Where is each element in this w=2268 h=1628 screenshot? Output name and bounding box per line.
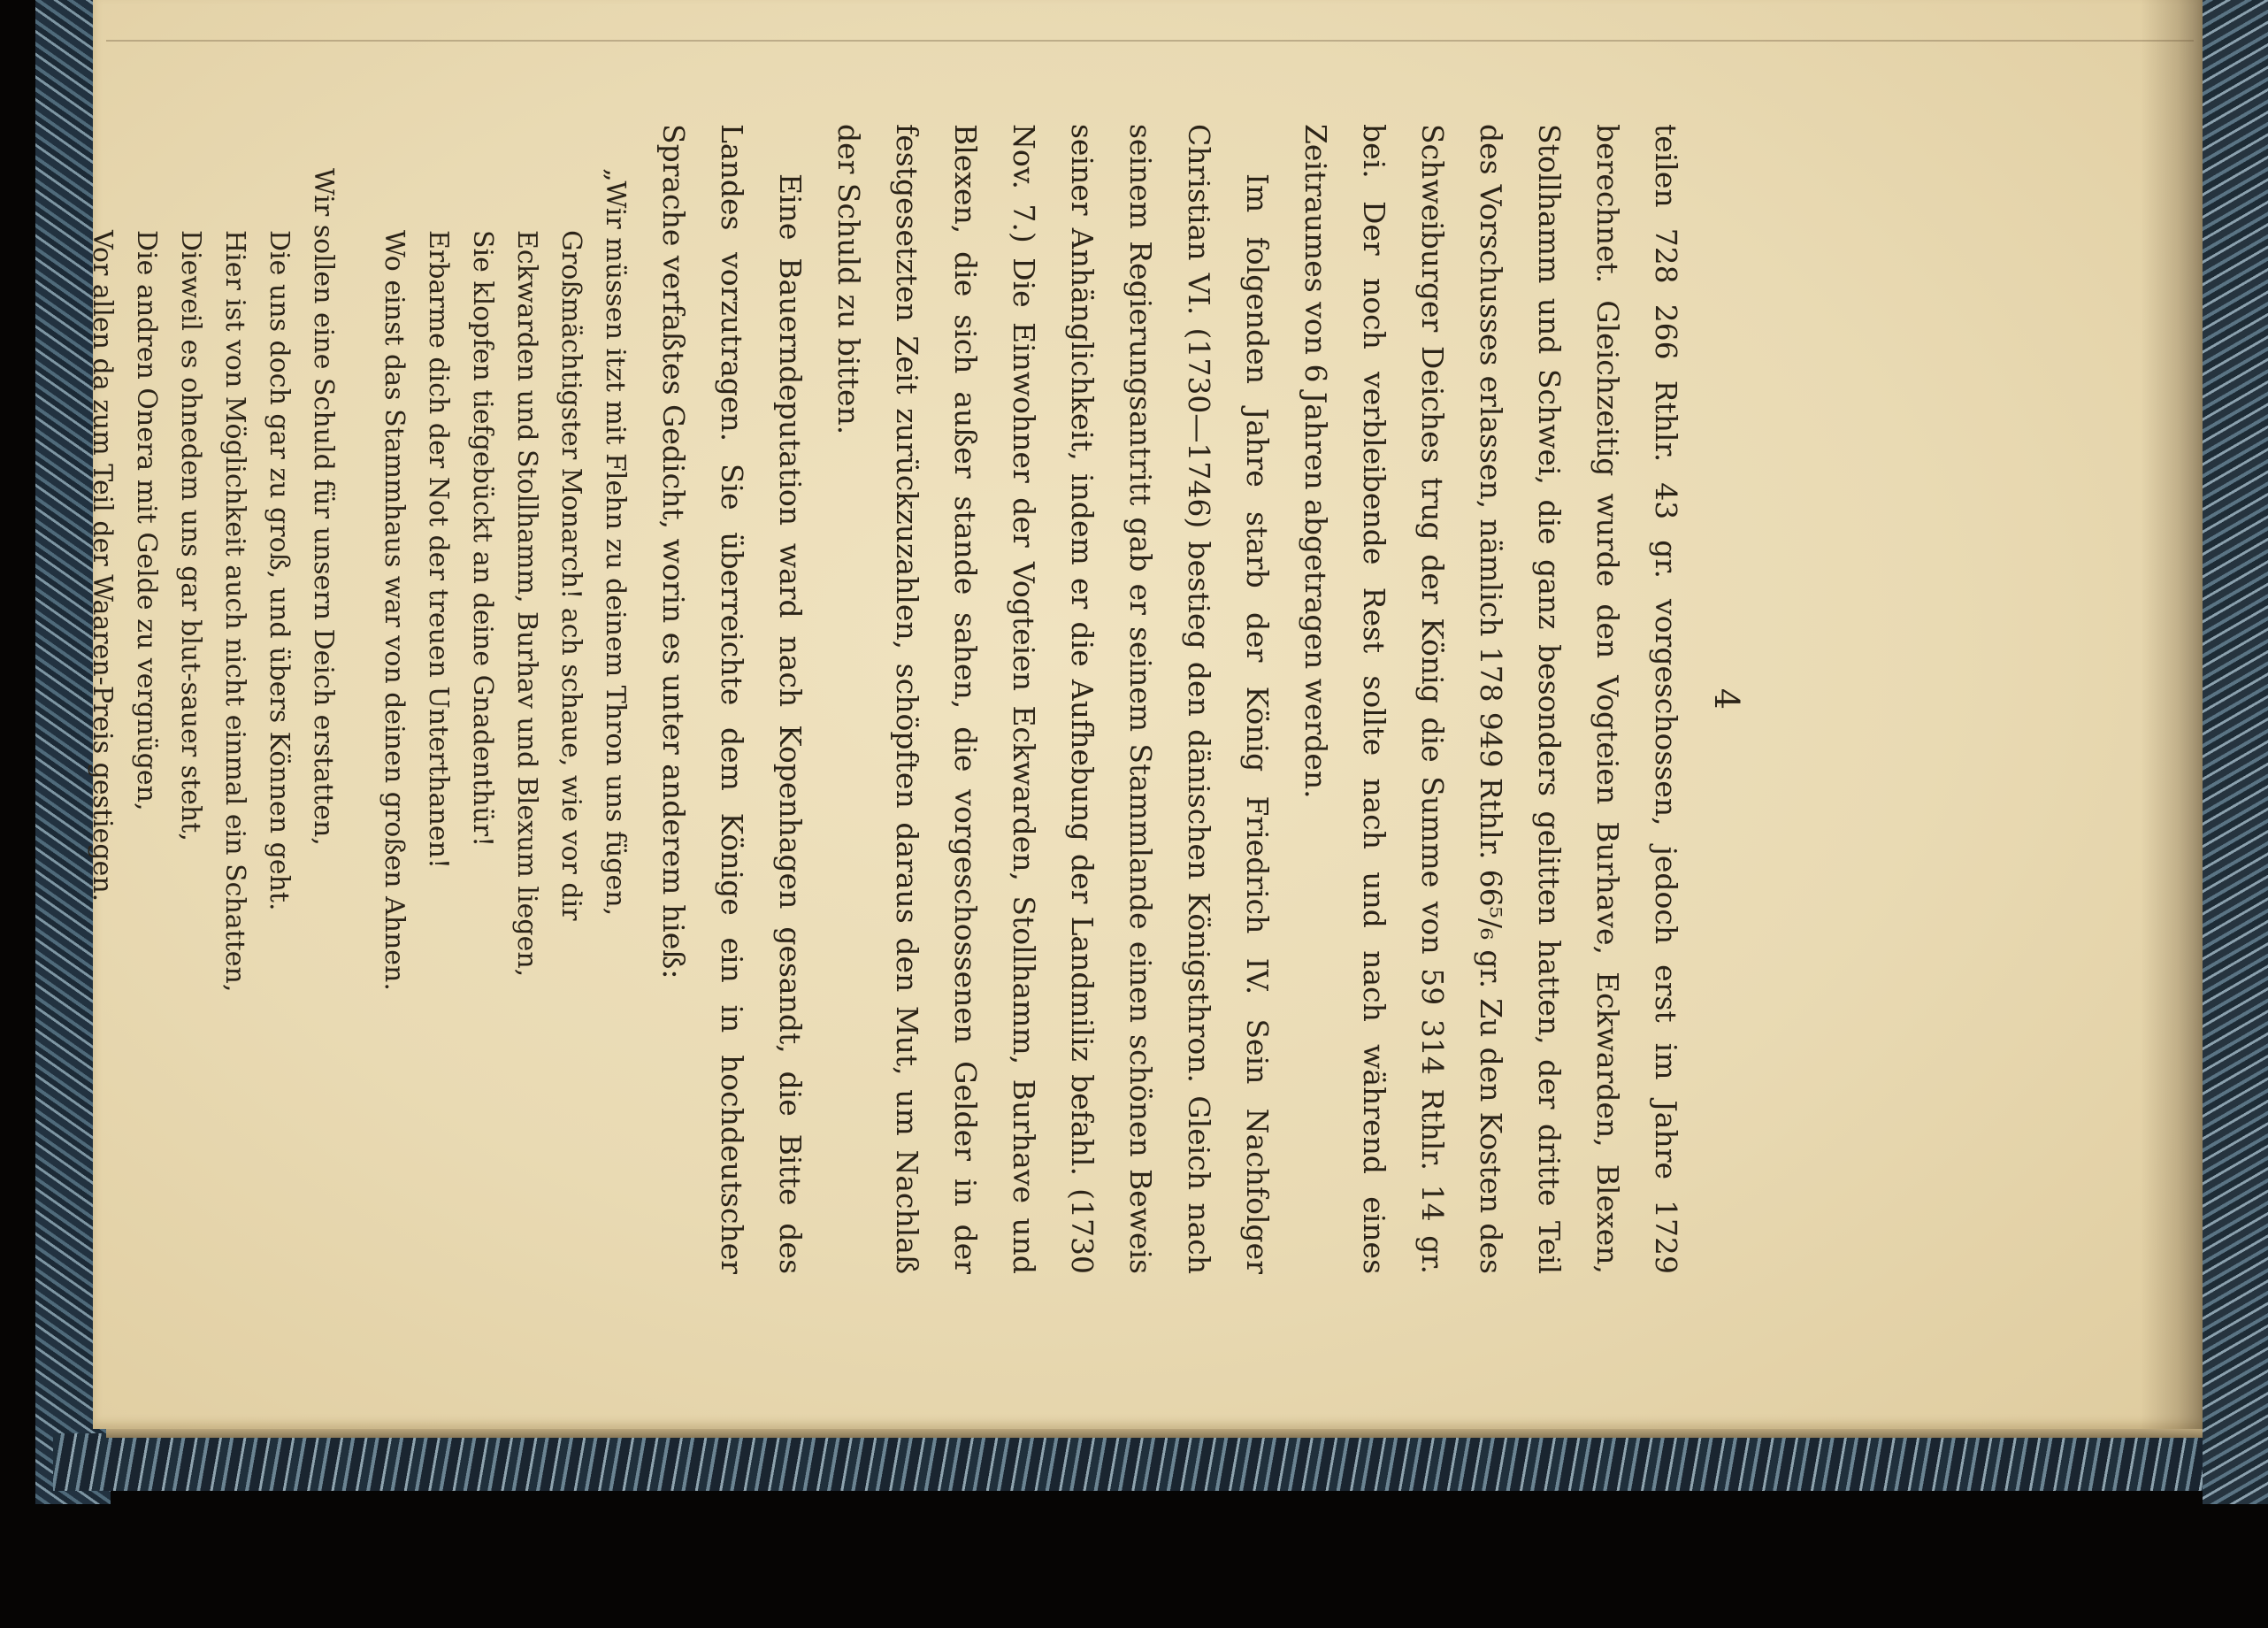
- poem-line: Dieweil es ohnedem uns gar blut-sauer steht,: [175, 230, 206, 841]
- poem-line: Eckwarden und Stollhamm, Burhav und Blexum liegen,: [511, 230, 542, 978]
- poem-line: Hier ist von Möglichkeit auch nicht einmal ein Schatten,: [219, 230, 250, 993]
- poem-line: Wo einst das Stammhaus war von deinen großen Ahnen.: [379, 230, 410, 991]
- poem-line: Die uns doch gar zu groß, und übers Können geht.: [264, 230, 295, 911]
- rotated-text-block: [87, 124, 1753, 1274]
- poem-line: Sie klopfen tiefgebückt an deine Gnadenthür!: [467, 230, 498, 848]
- poem-line: Großmächtigster Monarch! ach schaue, wie vor dir: [556, 230, 586, 921]
- poem-line: Vor allen da zum Teil der Waaren-Preis gestiegen.: [87, 230, 118, 902]
- poem-line: Die andren Onera mit Gelde zu vergnügen,: [131, 230, 162, 811]
- page-top-fold: [106, 40, 2194, 42]
- poem-line: „Wir müssen itzt mit Flehn zu deinem Thron uns fügen,: [600, 168, 631, 917]
- paragraph-2: Im folgenden Jahre starb der König Friedrich IV. Sein Nachfolger Christian VI. (1730—1746) bestieg den dänischen Königsthron. Gleich nach seinem Regierungsantritt gab er seinem Stammlande einen schönen Beweis seiner Anhänglichkeit, indem er die Aufhebung der Landmiliz befahl. (1730 Nov. 7.) Die Einwohner der Vogteien Eckwarden, Stollhamm, Burhave und Blexen, die sich außer stande sahen, die vorgeschossenen Gelder in der festgesetzten Zeit zurückzuzahlen, schöpften daraus den Mut, um Nachlaß der Schuld zu bitten.: [831, 124, 1275, 1274]
- poem-line: Wir sollen eine Schuld für unsern Deich erstatten,: [308, 168, 339, 846]
- poem-line: Erbarme dich der Not der treuen Unterthanen!: [423, 230, 454, 869]
- paragraph-1: teilen 728 266 Rthlr. 43 gr. vorgeschossen, jedoch erst im Jahre 1729 berechnet. Gleichzeitig wurde den Vogteien Burhave, Eckwarden, Blexen, Stollhamm und Schwei, die ganz besonders gelitten hatten, der dritte Teil des Vorschusses erlassen, nämlich 178 949 Rthlr. 66⁵/₆ gr. Zu den Kosten des Schweiburger Deiches trug der König die Summe von 59 314 Rthlr. 14 gr. bei. Der noch verbleibende Rest sollte nach und nach während eines Zeitraumes von 6 Jahren abgetragen werden.: [1299, 124, 1683, 1274]
- paragraph-3: Eine Bauerndeputation ward nach Kopenhagen gesandt, die Bitte des Landes vorzutragen. Sie überreichte dem Könige ein in hochdeutscher Sprache verfaßtes Gedicht, worin es unter anderem hieß:: [656, 124, 808, 1274]
- page-gutter-shadow: [2141, 0, 2203, 1429]
- poem-stanza-2: [80, 124, 345, 1274]
- marbled-cover-bottom: [53, 1433, 2203, 1491]
- poem: [80, 124, 637, 1274]
- poem-stanza-1: [372, 124, 637, 1274]
- page-number: 4: [1707, 687, 1746, 710]
- marbled-cover-right: [2203, 0, 2268, 1504]
